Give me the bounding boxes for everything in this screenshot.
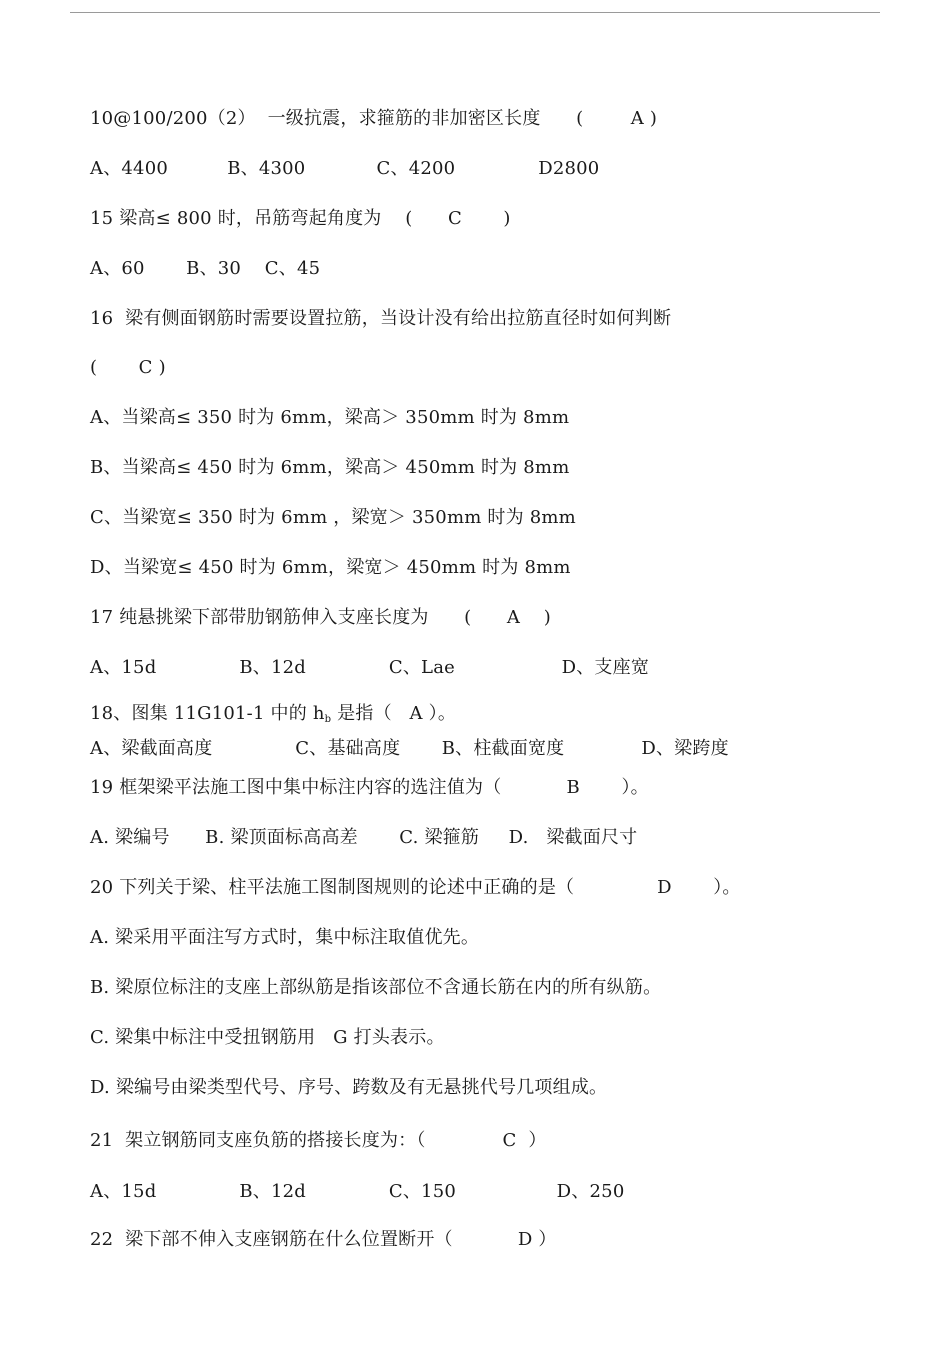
question-20-option-c: C. 梁集中标注中受扭钢筋用 G 打头表示。: [90, 1027, 445, 1048]
question-17-options: A、15d B、12d C、Lae D、支座宽: [90, 657, 650, 678]
top-rule: [70, 12, 880, 13]
question-18-stem: [90, 703, 456, 731]
question-15-options: A、60 B、30 C、45: [90, 258, 321, 279]
question-22-stem: 22 梁下部不伸入支座钢筋在什么位置断开（ D ）: [90, 1229, 557, 1250]
question-20-stem: 20 下列关于梁、柱平法施工图制图规则的论述中正确的是（ D ）。: [90, 877, 741, 898]
question-16-option-b: B、当梁高≤ 450 时为 6mm，梁高＞ 450mm 时为 8mm: [90, 457, 570, 478]
question-15-stem: 15 梁高≤ 800 时，吊筋弯起角度为 ( C ): [90, 208, 511, 229]
question-18-subscript: b: [324, 714, 332, 725]
question-20-option-a: A. 梁采用平面注写方式时，集中标注取值优先。: [90, 927, 480, 948]
question-17-stem: 17 纯悬挑梁下部带肋钢筋伸入支座长度为 ( A ): [90, 607, 552, 628]
question-10-stem: 10@100/200（2） 一级抗震，求箍筋的非加密区长度 ( A ): [90, 108, 658, 129]
question-16-stem: 16 梁有侧面钢筋时需要设置拉筋，当设计没有给出拉筋直径时如何判断: [90, 308, 672, 329]
question-19-options: A. 梁编号 B. 梁顶面标高高差 C. 梁箍筋 D. 梁截面尺寸: [90, 827, 638, 848]
question-21-options: A、15d B、12d C、150 D、250: [90, 1181, 625, 1202]
question-16-option-c: C、当梁宽≤ 350 时为 6mm ，梁宽＞ 350mm 时为 8mm: [90, 507, 576, 528]
question-16-option-a: A、当梁高≤ 350 时为 6mm，梁高＞ 350mm 时为 8mm: [90, 407, 570, 428]
question-20-option-d: D. 梁编号由梁类型代号、序号、跨数及有无悬挑代号几项组成。: [90, 1077, 608, 1098]
question-10-options: A、4400 B、4300 C、4200 D2800: [90, 158, 600, 179]
question-18-pre: 18、图集 11G101-1 中的 h: [90, 703, 325, 724]
question-19-stem: 19 框架梁平法施工图中集中标注内容的选注值为（ B ）。: [90, 777, 649, 798]
question-16-answer: ( C ): [90, 357, 166, 378]
question-18-post: 是指（ A ）。: [331, 703, 457, 724]
question-18-options: A、梁截面高度 C、基础高度 B、柱截面宽度 D、梁跨度: [90, 738, 729, 759]
question-21-stem: 21 架立钢筋同支座负筋的搭接长度为：（ C ）: [90, 1130, 547, 1151]
question-20-option-b: B. 梁原位标注的支座上部纵筋是指该部位不含通长筋在内的所有纵筋。: [90, 977, 662, 998]
question-16-option-d: D、当梁宽≤ 450 时为 6mm，梁宽＞ 450mm 时为 8mm: [90, 557, 571, 578]
